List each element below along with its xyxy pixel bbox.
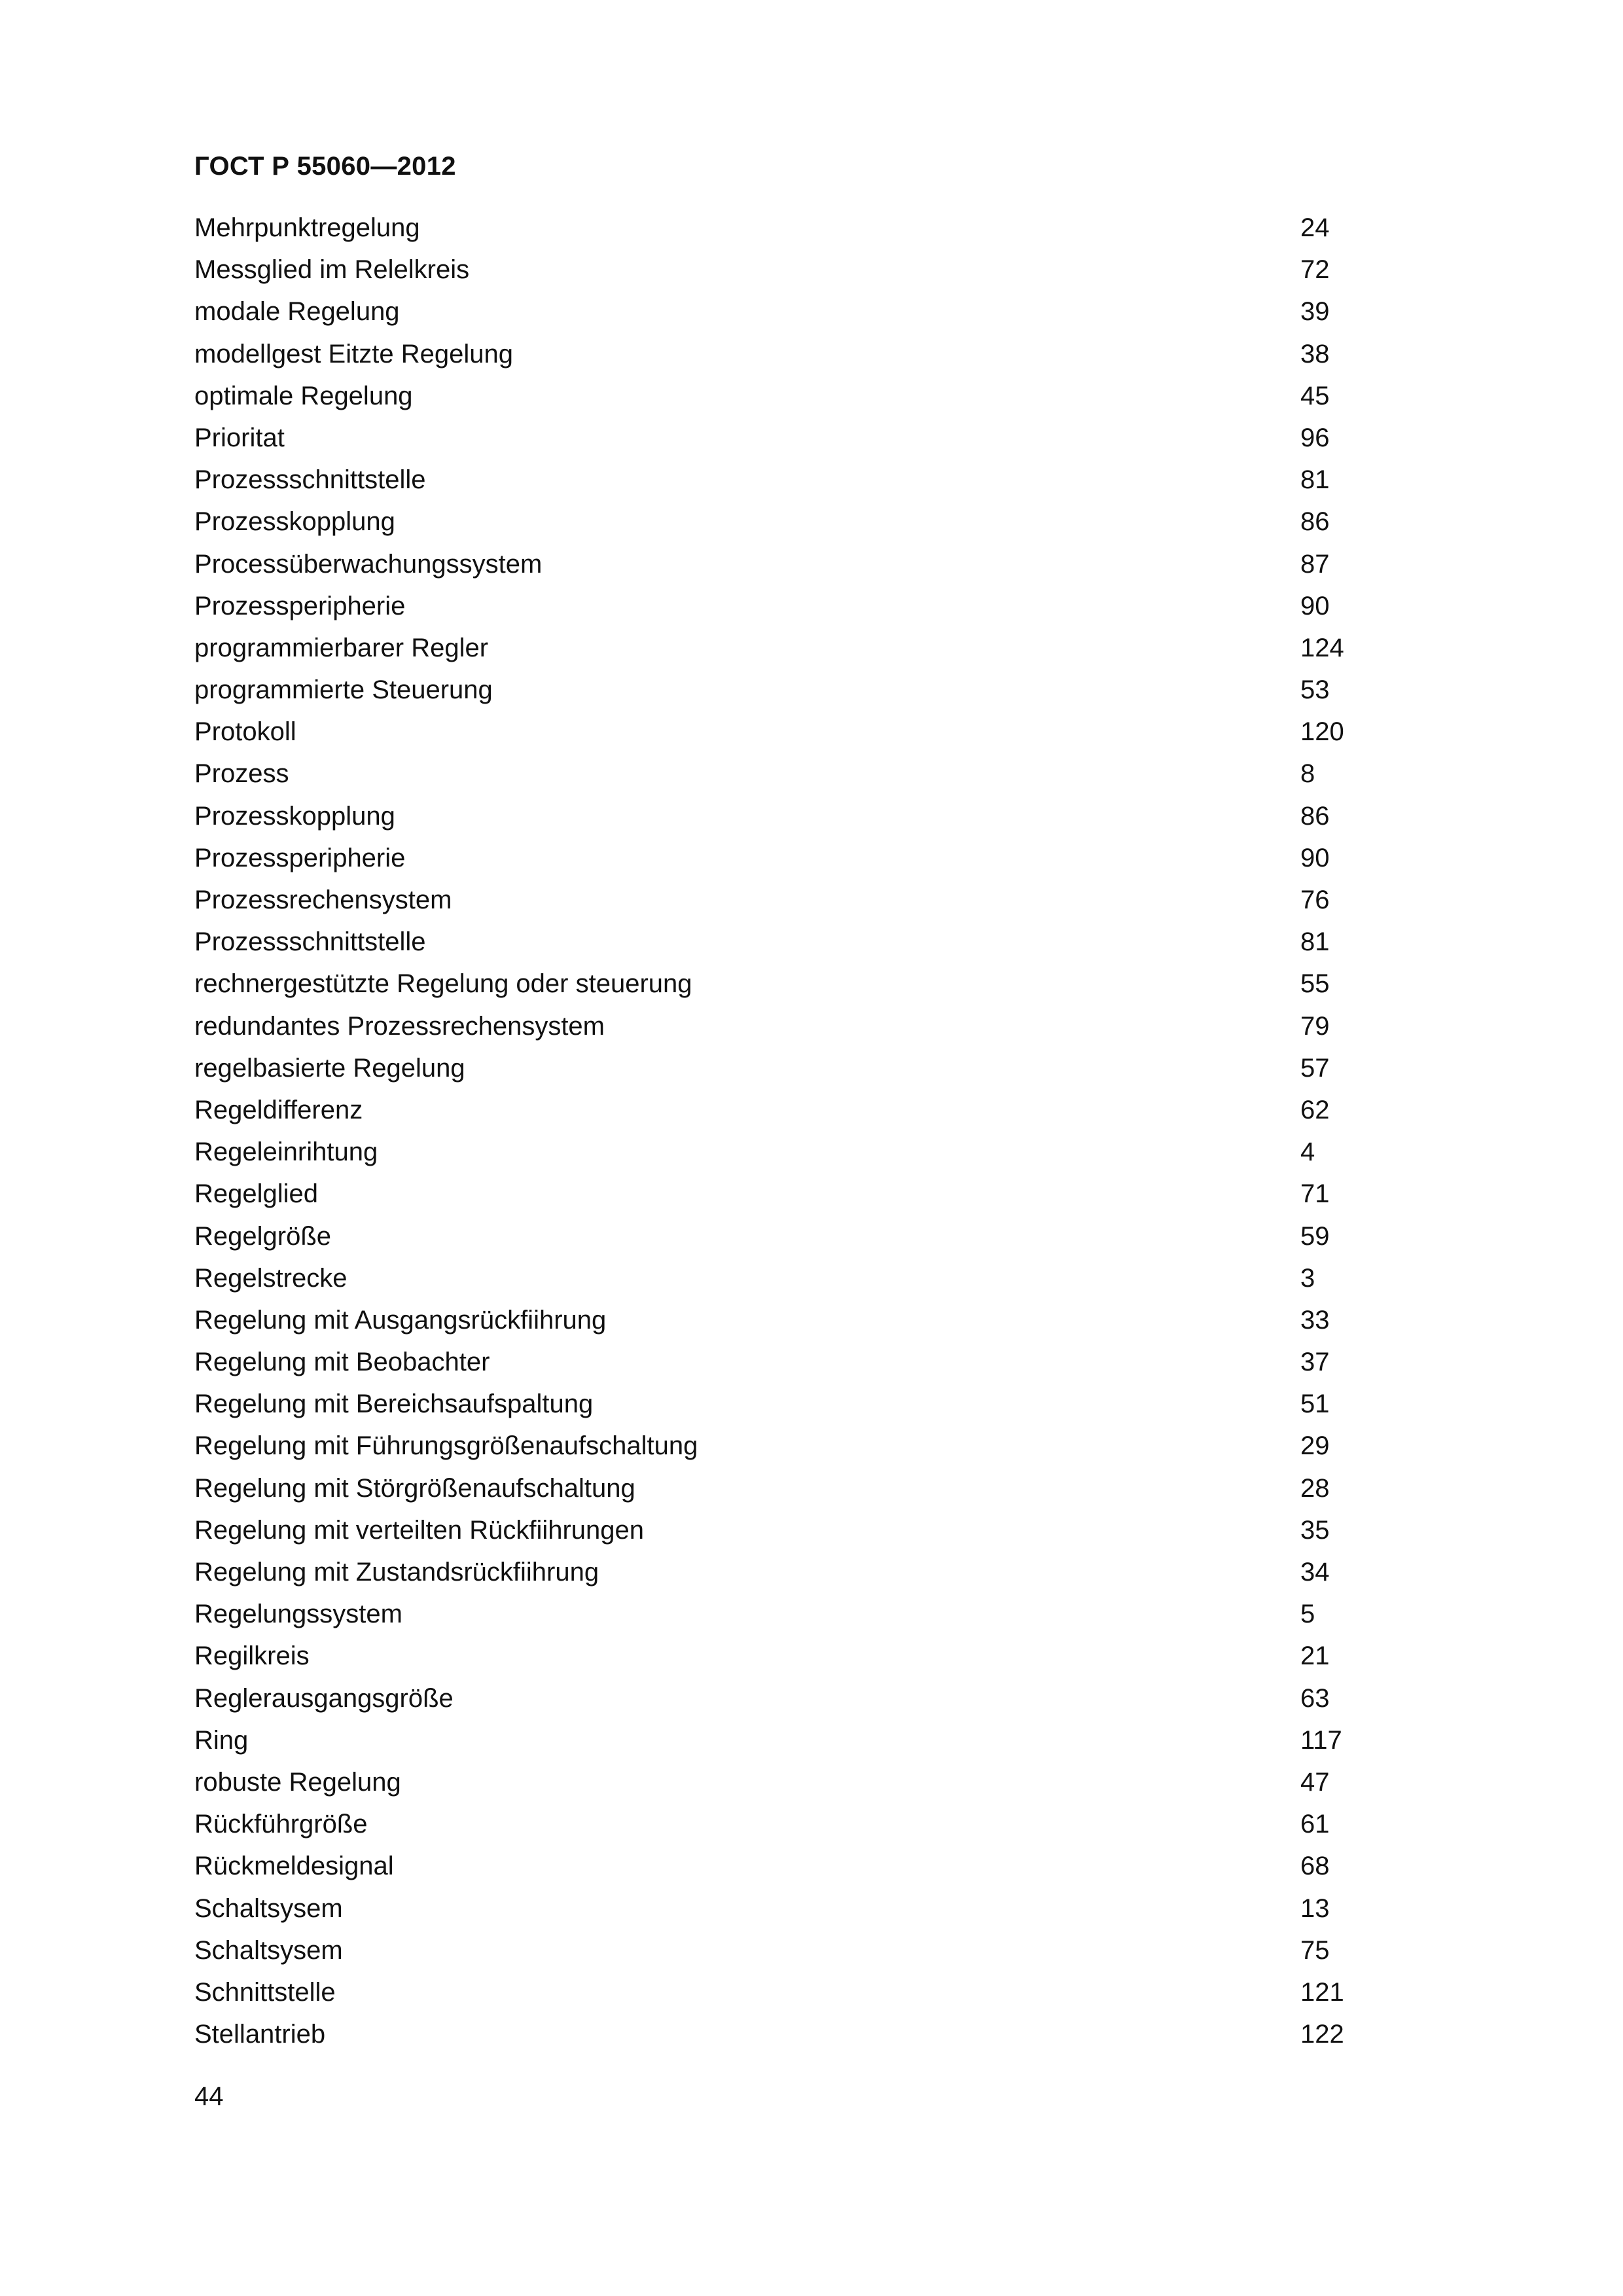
index-entry-row bbox=[194, 627, 1372, 669]
index-reference-number: 39 bbox=[1300, 297, 1330, 327]
index-term: Ring bbox=[194, 1725, 249, 1755]
index-term: Schnittstelle bbox=[194, 1977, 336, 2007]
alphabetical-index-list bbox=[194, 207, 1372, 2055]
index-term: redundantes Prozessrechensystem bbox=[194, 1011, 605, 1041]
index-entry-row bbox=[194, 2013, 1372, 2055]
index-term: Rückmeldesignal bbox=[194, 1852, 394, 1881]
index-entry-row bbox=[194, 1971, 1372, 2013]
index-reference-number: 55 bbox=[1300, 969, 1330, 999]
index-entry-row bbox=[194, 753, 1372, 795]
index-entry-row bbox=[194, 669, 1372, 711]
index-entry-row bbox=[194, 1467, 1372, 1509]
index-entry-row bbox=[194, 1719, 1372, 1761]
index-reference-number: 13 bbox=[1300, 1893, 1330, 1923]
index-entry-row bbox=[194, 291, 1372, 332]
index-entry-row bbox=[194, 1888, 1372, 1929]
index-reference-number: 75 bbox=[1300, 1935, 1330, 1965]
index-reference-number: 63 bbox=[1300, 1683, 1330, 1713]
index-entry-row bbox=[194, 1005, 1372, 1047]
index-reference-number: 8 bbox=[1300, 759, 1315, 789]
index-term: Stellantrieb bbox=[194, 2020, 326, 2049]
index-reference-number: 71 bbox=[1300, 1179, 1330, 1209]
index-reference-number: 90 bbox=[1300, 591, 1330, 620]
index-entry-row bbox=[194, 207, 1372, 249]
index-reference-number: 28 bbox=[1300, 1473, 1330, 1503]
index-entry-row bbox=[194, 543, 1372, 585]
index-reference-number: 37 bbox=[1300, 1348, 1330, 1377]
index-entry-row bbox=[194, 963, 1372, 1005]
index-term: Reglerausgangsgröße bbox=[194, 1683, 454, 1713]
index-term: Prozessschnittstelle bbox=[194, 927, 426, 957]
index-term: Regelung mit Störgrößenaufschaltung bbox=[194, 1473, 635, 1503]
index-term: Rückführgröße bbox=[194, 1810, 368, 1839]
index-entry-row bbox=[194, 1761, 1372, 1803]
index-term: Regelung mit Führungsgrößenaufschaltung bbox=[194, 1431, 698, 1461]
index-entry-row bbox=[194, 585, 1372, 627]
index-reference-number: 45 bbox=[1300, 381, 1330, 410]
index-term: modellgest Eitzte Regelung bbox=[194, 339, 513, 368]
index-reference-number: 59 bbox=[1300, 1221, 1330, 1251]
index-reference-number: 76 bbox=[1300, 886, 1330, 914]
index-term: Prozesskopplung bbox=[194, 507, 395, 537]
index-reference-number: 51 bbox=[1300, 1390, 1330, 1419]
index-entry-row bbox=[194, 1593, 1372, 1635]
index-term: Regelung mit Bereichsaufspaltung bbox=[194, 1390, 594, 1419]
index-term: Prozess bbox=[194, 759, 289, 789]
index-term: robuste Regelung bbox=[194, 1767, 401, 1797]
index-entry-row bbox=[194, 711, 1372, 753]
index-reference-number: 81 bbox=[1300, 927, 1330, 957]
index-entry-row bbox=[194, 1551, 1372, 1593]
index-term: Regelglied bbox=[194, 1179, 319, 1209]
index-term: programmierte Steuerung bbox=[194, 675, 493, 705]
index-entry-row bbox=[194, 1425, 1372, 1467]
index-term: Regelung mit verteilten Rückfiihrungen bbox=[194, 1515, 645, 1545]
index-entry-row bbox=[194, 1803, 1372, 1845]
index-reference-number: 24 bbox=[1300, 213, 1330, 242]
index-entry-row bbox=[194, 1677, 1372, 1719]
index-term: Regelung mit Ausgangsrückfiihrung bbox=[194, 1305, 607, 1335]
index-reference-number: 96 bbox=[1300, 423, 1330, 452]
index-entry-row bbox=[194, 1341, 1372, 1383]
index-entry-row bbox=[194, 1089, 1372, 1131]
index-reference-number: 5 bbox=[1300, 1600, 1315, 1629]
index-term: Protokoll bbox=[194, 717, 296, 747]
index-entry-row bbox=[194, 921, 1372, 963]
index-term: Prozessschnittstelle bbox=[194, 465, 426, 495]
index-reference-number: 122 bbox=[1300, 2020, 1344, 2049]
index-term: Prozessperipherie bbox=[194, 843, 406, 872]
index-term: optimale Regelung bbox=[194, 381, 413, 410]
index-entry-row bbox=[194, 249, 1372, 291]
index-reference-number: 79 bbox=[1300, 1011, 1330, 1041]
index-term: Messglied im Relelkreis bbox=[194, 255, 470, 285]
index-term: rechnergestützte Regelung oder steuerung bbox=[194, 969, 692, 999]
index-reference-number: 86 bbox=[1300, 801, 1330, 831]
index-term: Regelgröße bbox=[194, 1221, 332, 1251]
index-term: Regilkreis bbox=[194, 1641, 310, 1671]
index-entry-row bbox=[194, 417, 1372, 459]
index-reference-number: 61 bbox=[1300, 1810, 1330, 1839]
index-term: Schaltsysem bbox=[194, 1893, 343, 1923]
index-term: Regeleinrihtung bbox=[194, 1138, 378, 1167]
index-term: Mehrpunktregelung bbox=[194, 213, 420, 242]
index-term: Processüberwachungssystem bbox=[194, 549, 543, 579]
index-reference-number: 47 bbox=[1300, 1767, 1330, 1797]
index-reference-number: 34 bbox=[1300, 1558, 1330, 1587]
index-term: modale Regelung bbox=[194, 297, 400, 327]
index-entry-row bbox=[194, 1383, 1372, 1425]
index-term: Schaltsysem bbox=[194, 1935, 343, 1965]
index-entry-row bbox=[194, 375, 1372, 417]
index-entry-row bbox=[194, 1509, 1372, 1551]
index-reference-number: 90 bbox=[1300, 843, 1330, 872]
index-entry-row bbox=[194, 333, 1372, 375]
index-reference-number: 38 bbox=[1300, 339, 1330, 368]
index-entry-row bbox=[194, 1929, 1372, 1971]
standard-code-header: ГОСТ Р 55060—2012 bbox=[194, 152, 456, 181]
index-reference-number: 120 bbox=[1300, 717, 1344, 747]
index-reference-number: 3 bbox=[1300, 1263, 1315, 1293]
index-entry-row bbox=[194, 1173, 1372, 1215]
index-entry-row bbox=[194, 1047, 1372, 1089]
index-reference-number: 68 bbox=[1300, 1852, 1330, 1881]
index-reference-number: 124 bbox=[1300, 633, 1344, 662]
index-reference-number: 4 bbox=[1300, 1138, 1315, 1167]
index-term: Prioritat bbox=[194, 423, 285, 452]
index-reference-number: 121 bbox=[1300, 1977, 1344, 2007]
index-term: Regeldifferenz bbox=[194, 1095, 363, 1124]
index-entry-row bbox=[194, 459, 1372, 501]
index-entry-row bbox=[194, 1635, 1372, 1677]
index-reference-number: 57 bbox=[1300, 1053, 1330, 1083]
index-term: Prozessperipherie bbox=[194, 591, 406, 620]
index-term: Regelung mit Beobachter bbox=[194, 1348, 490, 1377]
index-entry-row bbox=[194, 501, 1372, 543]
index-entry-row bbox=[194, 879, 1372, 921]
page-number: 44 bbox=[194, 2082, 224, 2111]
index-reference-number: 72 bbox=[1300, 255, 1330, 285]
index-reference-number: 87 bbox=[1300, 549, 1330, 579]
index-term: Prozessrechensystem bbox=[194, 886, 452, 914]
index-reference-number: 21 bbox=[1300, 1641, 1330, 1671]
index-term: programmierbarer Regler bbox=[194, 633, 489, 662]
index-reference-number: 117 bbox=[1300, 1725, 1342, 1755]
index-reference-number: 35 bbox=[1300, 1515, 1330, 1545]
index-entry-row bbox=[194, 1131, 1372, 1173]
index-entry-row bbox=[194, 1257, 1372, 1299]
index-term: Regelung mit Zustandsrückfiihrung bbox=[194, 1558, 599, 1587]
index-entry-row bbox=[194, 1215, 1372, 1257]
index-entry-row bbox=[194, 795, 1372, 837]
index-reference-number: 62 bbox=[1300, 1095, 1330, 1124]
index-entry-row bbox=[194, 1845, 1372, 1887]
index-entry-row bbox=[194, 1299, 1372, 1341]
index-reference-number: 29 bbox=[1300, 1431, 1330, 1461]
index-term: Regelstrecke bbox=[194, 1263, 348, 1293]
index-term: Prozesskopplung bbox=[194, 801, 395, 831]
index-reference-number: 33 bbox=[1300, 1305, 1330, 1335]
index-term: regelbasierte Regelung bbox=[194, 1053, 465, 1083]
index-entry-row bbox=[194, 837, 1372, 879]
index-term: Regelungssystem bbox=[194, 1600, 402, 1629]
index-reference-number: 81 bbox=[1300, 465, 1330, 495]
index-reference-number: 86 bbox=[1300, 507, 1330, 537]
index-reference-number: 53 bbox=[1300, 675, 1330, 705]
